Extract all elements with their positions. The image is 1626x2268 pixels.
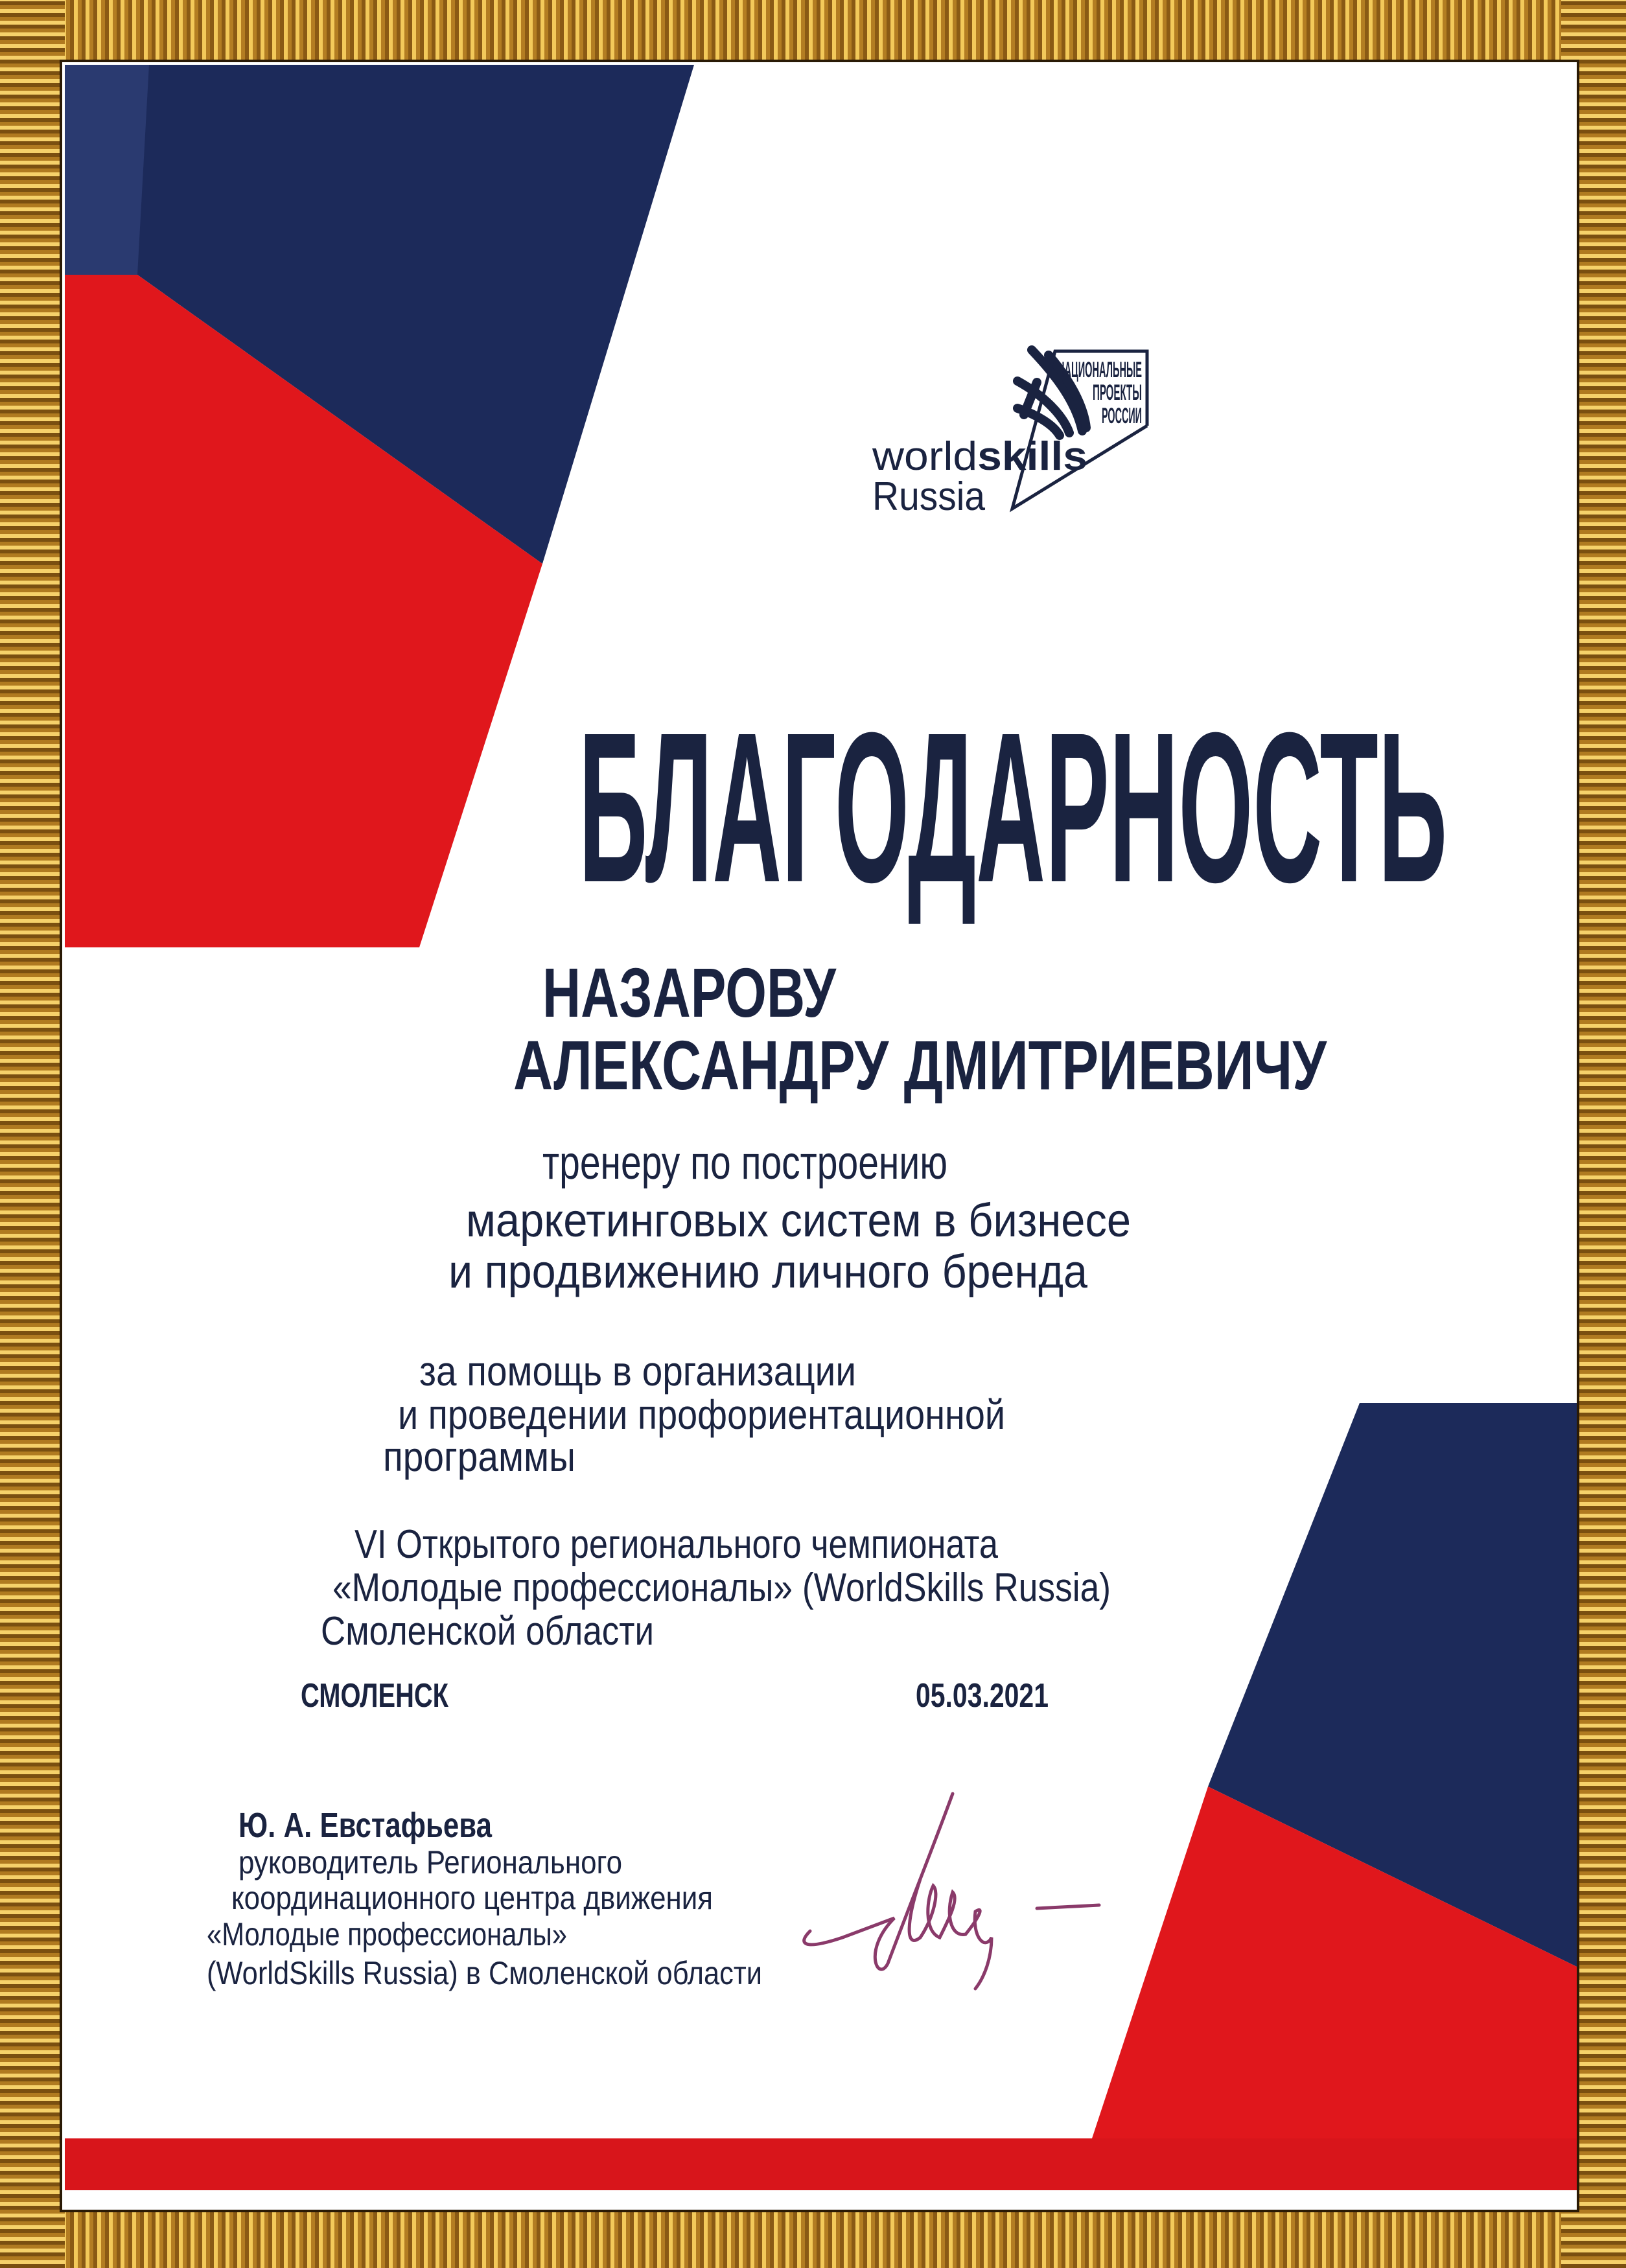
top-left-navy-light-shape xyxy=(65,65,149,275)
event-line-3: Смоленской области xyxy=(321,1609,654,1654)
event-line-1: VI Открытого регионального чемпионата xyxy=(354,1522,999,1567)
event-line-2: «Молодые профессионалы» (WorldSkills Russia) xyxy=(332,1566,1111,1610)
role-line-3: и продвижению личного бренда xyxy=(448,1246,1088,1298)
bottom-red-stripe xyxy=(65,2138,1577,2190)
certificate-title: БЛАГОДАРНОСТЬ xyxy=(579,688,1447,927)
role-line-1: тренеру по построению xyxy=(542,1137,947,1189)
signatory-position-1: руководитель Регионального xyxy=(238,1844,622,1880)
national-projects-line3: РОССИИ xyxy=(1102,404,1142,428)
signatory-position-2: координационного центра движения xyxy=(231,1880,713,1916)
national-projects-line2: ПРОЕКТЫ xyxy=(1093,380,1142,405)
recipient-name: АЛЕКСАНДРУ ДМИТРИЕВИЧУ xyxy=(513,1026,1328,1104)
worldskills-logo xyxy=(872,350,1087,519)
date: 05.03.2021 xyxy=(916,1677,1049,1715)
reason-line-1: за помощь в организации xyxy=(419,1348,856,1394)
signatory-name: Ю. А. Евстафьева xyxy=(238,1806,493,1845)
worldskills-word-world: world xyxy=(872,434,969,479)
place: СМОЛЕНСК xyxy=(301,1677,449,1715)
role-line-2: маркетинговых систем в бизнесе xyxy=(466,1195,1131,1247)
handwritten-signature xyxy=(804,1794,1099,1989)
signatory-position-4: (WorldSkills Russia) в Смоленской области xyxy=(207,1955,762,1991)
worldskills-word-skills: skills xyxy=(977,434,1078,479)
reason-line-2: и проведении профориентационной xyxy=(398,1391,1005,1438)
national-projects-line1: НАЦИОНАЛЬНЫЕ xyxy=(1058,358,1142,382)
svg-text:worldskills xyxy=(872,434,1087,479)
signatory-position-3: «Молодые профессионалы» xyxy=(207,1916,567,1952)
recipient-surname: НАЗАРОВУ xyxy=(542,953,837,1032)
worldskills-word-russia: Russia xyxy=(872,474,986,519)
reason-line-3: программы xyxy=(383,1433,575,1480)
